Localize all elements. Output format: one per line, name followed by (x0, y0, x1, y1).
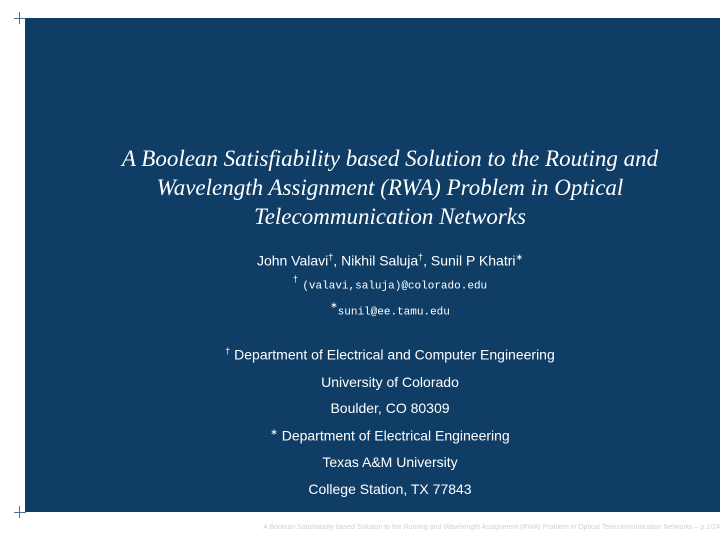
dept-ee: Department of Electrical Engineering (281, 427, 510, 444)
slide-footer: A Boolean Satisfiability based Solution to the Routing and Wavelength Assignment (RWA) Problem in Optical Telecommunication Networks – p.1/24 (263, 524, 720, 531)
affiliation-dept-2 (30, 427, 720, 444)
slide-title (95, 144, 685, 231)
corner-mark-bottom-left-h (14, 512, 26, 513)
dagger-mark: † (328, 252, 334, 262)
corner-mark-top-left-h (14, 18, 26, 19)
dagger-mark: † (292, 274, 298, 284)
dagger-mark: † (225, 346, 231, 356)
title-line-1: A Boolean Satisfiability based Solution to the Routing and (121, 146, 659, 171)
corner-mark-bottom-left-v (19, 506, 20, 518)
star-mark: ∗ (515, 252, 524, 262)
author-2: , Nikhil Saluja (333, 252, 419, 269)
title-line-3: Telecommunication Networks (254, 204, 526, 229)
dept-ece: Department of Electrical and Computer Engineering (234, 346, 555, 363)
author-list (30, 252, 720, 269)
title-line-2: Wavelength Assignment (RWA) Problem in Optical (156, 175, 624, 200)
affiliation-city-2: College Station, TX 77843 (308, 481, 472, 497)
affiliation-dept-1 (30, 346, 720, 363)
author-1: John Valavi (256, 252, 329, 269)
email-line-1 (30, 274, 720, 293)
email-line-2 (30, 300, 720, 319)
author-3: , Sunil P Khatri (423, 252, 516, 269)
affiliation-city-1: Boulder, CO 80309 (330, 400, 450, 416)
affiliation-university-2: Texas A&M University (322, 454, 458, 470)
star-mark: ∗ (270, 427, 278, 437)
affiliation-university-1: University of Colorado (321, 374, 459, 390)
dagger-mark: † (418, 252, 424, 262)
email-tamu: sunil@ee.tamu.edu (337, 306, 450, 319)
corner-mark-top-left-v (19, 12, 20, 24)
email-colorado: (valavi,saluja)@colorado.edu (302, 280, 488, 293)
star-mark: ∗ (330, 300, 338, 310)
